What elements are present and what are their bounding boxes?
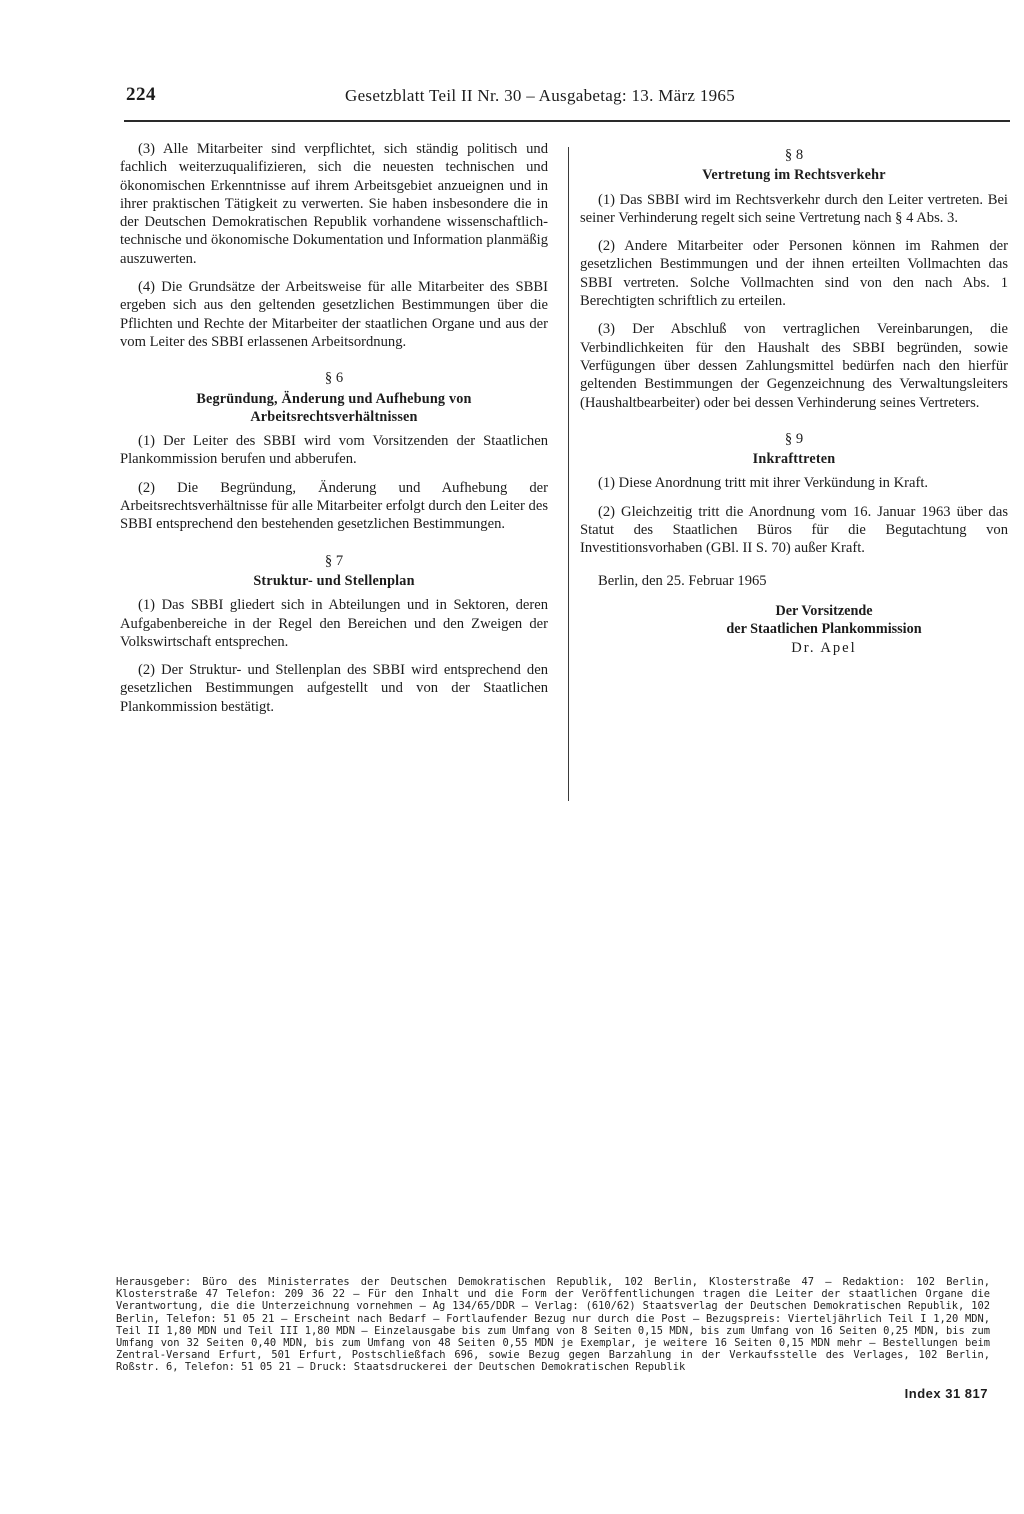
section-number: § 8 xyxy=(784,147,804,163)
signature-title-line2: der Staatlichen Plankommission xyxy=(726,621,922,638)
paragraph: (2) Gleichzeitig tritt die Anordnung vom 16. Januar 1963 über das Statut des Staatlichen Büros für die Begutachtung von Investitionsvorhaben (GBl. II S. 70) außer Kraft. xyxy=(580,503,1008,557)
section-number: § 7 xyxy=(324,552,344,569)
paragraph: (4) Die Grundsätze der Arbeitsweise für alle Mitarbeiter des SBBI ergeben sich aus den geltenden gesetzlichen Bestimmungen über die Pflichten und Rechte der Mitarbeiter der staatlichen Organe und aus der vom Leiter des SBBI erlassenen Arbeitsordnung. xyxy=(120,279,548,350)
signature-title-line1: Der Vorsitzende xyxy=(775,602,873,619)
section-title: Vertretung im Rechtsverkehr xyxy=(702,167,886,184)
signature-name: Dr. Apel xyxy=(791,639,857,656)
paragraph: (3) Der Abschluß von vertraglichen Vereinbarungen, die Verbindlichkeiten für den Haushalt des SBBI begründen, sowie Verfügungen über dessen Zahlungsmittel bedürfen nach den hierfür geltenden Bestimmungen der Gegenzeichnung des Verwaltungsleiters (Haushaltbearbeiter) oder bei dessen Verhinderung seines Vertreters. xyxy=(580,321,1008,411)
paragraph: (1) Das SBBI wird im Rechtsverkehr durch den Leiter vertreten. Bei seiner Verhinderung regelt sich seine Vertretung nach § 4 Abs. 3. xyxy=(580,191,1008,226)
paragraph: (1) Diese Anordnung tritt mit ihrer Verkündung in Kraft. xyxy=(598,475,929,492)
section-title: Struktur- und Stellenplan xyxy=(253,572,415,589)
section-number: § 6 xyxy=(324,370,344,387)
running-title: Gesetzblatt Teil II Nr. 30 – Ausgabetag: 13. März 1965 xyxy=(345,86,736,105)
paragraph: (2) Andere Mitarbeiter oder Personen können im Rahmen der gesetzlichen Bestimmungen und der ihnen erteilten Vollmachten das SBBI vertreten. Solche Vollmachten sind von den nach Abs. 1 Berechtigten schriftlich zu erteilen. xyxy=(580,238,1008,310)
paragraph: (2) Die Begründung, Änderung und Aufhebung der Arbeitsrechtsverhältnisse für alle Mitarbeiter erfolgt durch den Leiter des SBBI entsprechend den bestehenden gesetzlichen Bestimmungen. xyxy=(120,479,548,533)
header-rule xyxy=(124,120,1010,122)
page-number: 224 xyxy=(126,84,156,105)
index-number: Index 31 817 xyxy=(904,1386,988,1401)
place-date: Berlin, den 25. Februar 1965 xyxy=(598,572,767,589)
paragraph: (2) Der Struktur- und Stellenplan des SBBI wird entsprechend den gesetzlichen Bestimmungen aufgestellt und von der Staatlichen Plankommission bestätigt. xyxy=(120,662,548,715)
imprint: Herausgeber: Büro des Ministerrates der Deutschen Demokratischen Republik, 102 Berlin, Klosterstraße 47 – Redaktion: 102 Berlin, Klosterstraße 47 Telefon: 209 36 22 – Für den Inhalt und die Form der Veröffentlichungen tragen die Leiter der staatlichen Organe die Verantwortung, die die Unterzeichnung vornehmen – Ag 134/65/DDR – Verlag: (610/62) Staatsverlag der Deutschen Demokratischen Republik, 102 Berlin, Telefon: 51 05 21 – Erscheint nach Bedarf – Fortlaufender Bezug nur durch die Post – Bezugspreis: Vierteljährlich Teil I 1,20 MDN, Teil II 1,80 MDN und Teil III 1,80 MDN – Einzelausgabe bis zum Umfang von 8 Seiten 0,15 MDN, bis zum Umfang von 16 Seiten 0,25 MDN, bis zum Umfang von 32 Seiten 0,40 MDN, bis zum Umfang von 48 Seiten 0,55 MDN je Exemplar, je weitere 16 Seiten 0,15 MDN mehr – Bestellungen beim Zentral-Versand Erfurt, 501 Erfurt, Postschließfach 696, sowie Bezug gegen Barzahlung in der Verkaufsstelle des Verlages, 102 Berlin, Roßstr. 6, Telefon: 51 05 21 – Druck: Staatsdruckerei der Deutschen Demokratischen Republik xyxy=(116,1276,990,1374)
paragraph: (1) Das SBBI gliedert sich in Abteilungen und in Sektoren, deren Aufgabenbereiche in der Regel den Bereichen und den Zweigen der Volkswirtschaft entsprechen. xyxy=(120,597,548,650)
left-column xyxy=(120,140,548,726)
paragraph: (3) Alle Mitarbeiter sind verpflichtet, sich ständig politisch und fachlich weiterzuqualifizieren, sich die neuesten technischen und ökonomischen Erkenntnisse auf ihrem Arbeitsgebiet anzueignen und in ihrer praktischen Tätigkeit zu verwerten. Sie haben insbesondere die in der Deutschen Demokratischen Republik vorhandene wissenschaftlich-technische und ökonomische Dokumentation und Information planmäßig auszuwerten. xyxy=(120,141,548,267)
section-title: Begründung, Änderung und Aufhebung von Arbeitsrechtsverhältnissen xyxy=(196,390,472,425)
section-number: § 9 xyxy=(784,430,804,447)
paragraph: (1) Der Leiter des SBBI wird vom Vorsitzenden der Staatlichen Plankommission berufen und abberufen. xyxy=(120,433,548,468)
section-title: Inkrafttreten xyxy=(752,451,836,468)
column-divider xyxy=(568,147,569,801)
right-column xyxy=(580,140,1008,657)
